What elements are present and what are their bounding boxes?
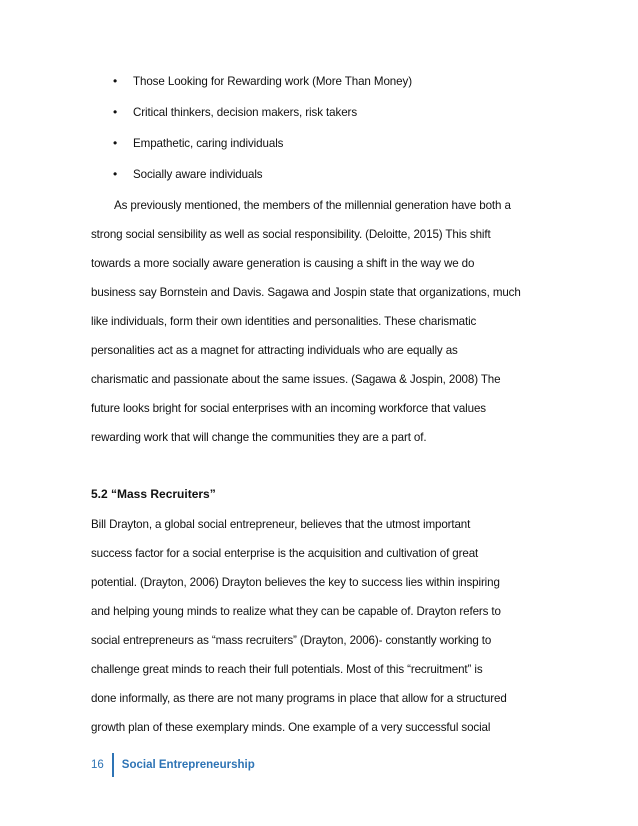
- bullet-text: Empathetic, caring individuals: [133, 137, 284, 150]
- section-heading: 5.2 “Mass Recruiters”: [91, 487, 216, 501]
- paragraph-line: Bill Drayton, a global social entrepreneur, believes that the utmost important: [91, 518, 471, 531]
- paragraph-line: towards a more socially aware generation is causing a shift in the way we do: [91, 257, 475, 270]
- bullet-text: Critical thinkers, decision makers, risk takers: [133, 106, 358, 119]
- paragraph-line: strong social sensibility as well as social responsibility. (Deloitte, 2015) This shift: [91, 228, 491, 241]
- list-item: [0, 66, 638, 97]
- bullet-list: [0, 66, 638, 190]
- bullet-symbol: •: [113, 136, 118, 150]
- paragraph-mass-recruiters: [91, 510, 551, 742]
- paragraph-line: social entrepreneurs as “mass recruiters” (Drayton, 2006)- constantly working to: [91, 634, 492, 647]
- paragraph-line: charismatic and passionate about the same issues. (Sagawa & Jospin, 2008) The: [91, 373, 501, 386]
- paragraph-line: like individuals, form their own identities and personalities. These charismatic: [91, 315, 477, 328]
- page-footer: [91, 752, 255, 778]
- paragraph-line: growth plan of these exemplary minds. One example of a very successful social: [91, 721, 491, 734]
- bullet-text: Those Looking for Rewarding work (More Than Money): [133, 75, 412, 88]
- paragraph-line: business say Bornstein and Davis. Sagawa and Jospin state that organizations, much: [91, 286, 521, 299]
- bullet-symbol: •: [113, 74, 118, 88]
- paragraph-millennial-generation: [91, 191, 551, 452]
- document-title: Social Entrepreneurship: [121, 759, 255, 771]
- bullet-text: Socially aware individuals: [133, 168, 263, 181]
- paragraph-line: success factor for a social enterprise is the acquisition and cultivation of great: [91, 547, 479, 560]
- paragraph-line: future looks bright for social enterprises with an incoming workforce that values: [91, 402, 486, 415]
- bullet-symbol: •: [113, 167, 118, 181]
- bullet-symbol: •: [113, 105, 118, 119]
- paragraph-line: rewarding work that will change the communities they are a part of.: [91, 431, 427, 444]
- list-item: [0, 128, 638, 159]
- page-number: 16: [91, 759, 104, 771]
- paragraph-line: As previously mentioned, the members of the millennial generation have both a: [114, 199, 511, 212]
- list-item: [0, 159, 638, 190]
- paragraph-line: personalities act as a magnet for attracting individuals who are equally as: [91, 344, 458, 357]
- paragraph-line: done informally, as there are not many programs in place that allow for a structured: [91, 692, 507, 705]
- footer-divider: [112, 753, 114, 777]
- list-item: [0, 97, 638, 128]
- paragraph-line: and helping young minds to realize what they can be capable of. Drayton refers to: [91, 605, 501, 618]
- paragraph-line: challenge great minds to reach their full potentials. Most of this “recruitment” is: [91, 663, 483, 676]
- paragraph-line: potential. (Drayton, 2006) Drayton believes the key to success lies within inspiring: [91, 576, 500, 589]
